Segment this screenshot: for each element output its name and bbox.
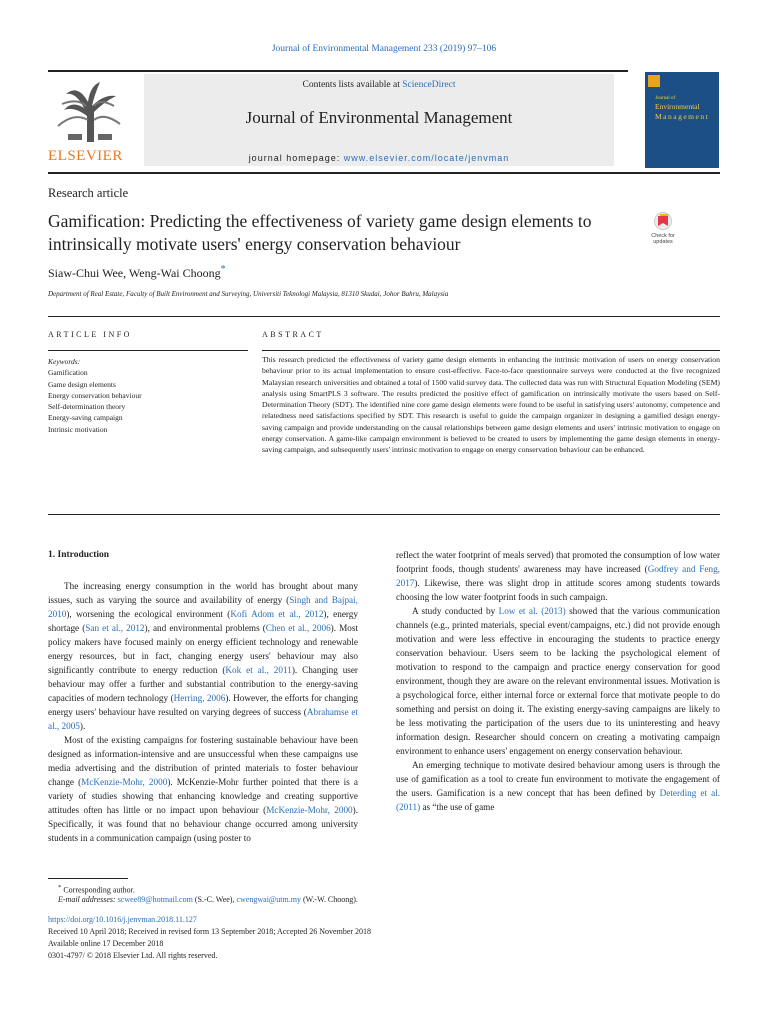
citation-link[interactable]: Low et al. (2013) bbox=[498, 606, 566, 616]
abstract-text: This research predicted the effectiveness of variety game design elements in enhancing the intrinsic motivation of users on energy conservation behaviour prior to its actual implementation to ensure cost-effective. Face-to-face questionnaire surveys were conducted at the five recognized Malaysian research universities and obtained a total of 1500 valid survey data. The collected data was run with Structural Equation Modeling (SEM) analysis using SmartPLS 3 software. The results predicted the positive effect of gamification on intrinsically motivate the users based on Self-Determination Theory (SDT). The identified nine core game design elements were found to be useful in satisfying users' autonomy, competence and relatedness need satisfactions specified by SDT. This research is useful to guide the campaign organizer in designing a gamified design energy-saving campaign and provide understanding on the causal relationships between game design elements and users' intrinsic motivation to engage on energy conservation. A game-like campaign environment is believed to be created to users by implementing the game design elements in energy-saving campaign, and subsequently users' intrinsic motivation to engage on energy conservation behaviour can be enhanced. bbox=[262, 355, 720, 455]
footnote-mark: * bbox=[58, 884, 62, 891]
keyword-item: Energy conservation behaviour bbox=[48, 390, 142, 400]
author-list bbox=[48, 264, 226, 281]
footnote-rule bbox=[48, 878, 128, 879]
intro-paragraph-1 bbox=[48, 579, 358, 733]
info-top-rule bbox=[48, 316, 720, 317]
citation-link[interactable]: McKenzie-Mohr, 2000 bbox=[81, 777, 168, 787]
body-column-left bbox=[48, 548, 358, 845]
email-owner-2: (W.-W. Choong). bbox=[300, 895, 358, 904]
citation-link[interactable]: Kofi Adom et al., 2012 bbox=[230, 609, 324, 619]
text-run: ). Likewise, there was slight drop in attitude scores among students towards choosing the low water footprint foods in such campaign. bbox=[396, 578, 720, 602]
abstract-heading: ABSTRACT bbox=[262, 330, 324, 339]
email-owner-1: (S.-C. Wee), bbox=[192, 895, 237, 904]
abstract-rule bbox=[262, 350, 720, 351]
citation-link[interactable]: Singh and Bajpai, 2010 bbox=[48, 595, 358, 619]
text-run: as “the use of game bbox=[420, 802, 495, 812]
article-type: Research article bbox=[48, 186, 129, 200]
text-run: ). However, the efforts for changing energy users' behaviour have resulted on varying degrees of success ( bbox=[48, 693, 358, 717]
text-run: ). Changing user behaviour may offer a further and substantial contribution to the energy-saving capacities of modern technology ( bbox=[48, 665, 358, 703]
keyword-item: Intrinsic motivation bbox=[48, 424, 108, 434]
citation-link[interactable]: San et al., 2012 bbox=[85, 623, 145, 633]
journal-homepage bbox=[144, 153, 614, 163]
badge-text-1: Check for bbox=[651, 233, 675, 239]
journal-header-box bbox=[144, 74, 614, 166]
article-title: Gamification: Predicting the effectiveness of variety game design elements to intrinsically motivate users' energy conservation behaviour bbox=[48, 211, 592, 254]
keywords-label: Keywords: bbox=[48, 357, 81, 366]
homepage-link[interactable]: www.elsevier.com/locate/jenvman bbox=[343, 153, 510, 163]
text-run: Most of the existing campaigns for fostering sustainable behaviour have been designed as information-intensive and are unsuccessful when these campaigns use media advertising and the distribution of printed materials to foster behaviour change ( bbox=[48, 735, 358, 787]
text-run: ), worsening the ecological environment ( bbox=[66, 609, 231, 619]
intro-paragraph-5 bbox=[396, 758, 720, 814]
available-online-date: Available online 17 December 2018 bbox=[48, 939, 164, 948]
citation-link[interactable]: Abrahamse et al., 2005 bbox=[48, 707, 359, 731]
article-info-heading: ARTICLE INFO bbox=[48, 330, 132, 339]
masthead bbox=[48, 72, 628, 170]
keyword-item: Game design elements bbox=[48, 379, 116, 389]
email-label: E-mail addresses: bbox=[58, 895, 118, 904]
keyword-item: Self-determination theory bbox=[48, 402, 126, 412]
citation-link[interactable]: Kok et al., 2011 bbox=[225, 665, 292, 675]
sciencedirect-link[interactable]: ScienceDirect bbox=[402, 80, 456, 90]
citation-link[interactable]: Godfrey and Feng, 2017 bbox=[396, 564, 720, 588]
text-run: ). Specifically, it was found that no behaviour change occurred among university students in a communication campaign (using poster to bbox=[48, 805, 358, 843]
keyword-item: Energy-saving campaign bbox=[48, 413, 123, 423]
text-run: The increasing energy consumption in the world has brought about many issues, such as varying the source and availability of energy ( bbox=[48, 581, 358, 605]
text-run: An emerging technique to motivate desired behaviour among users is through the use of gamification as a tool to create fun environment to motivate the engagement of the users. Gamification is a new concept that has been defined by bbox=[396, 760, 720, 798]
keyword-item: Gamification bbox=[48, 368, 88, 378]
journal-cover-thumbnail[interactable] bbox=[645, 72, 719, 168]
elsevier-logo[interactable] bbox=[48, 72, 130, 166]
check-for-updates-badge[interactable] bbox=[646, 212, 680, 250]
corresponding-label: Corresponding author. bbox=[61, 885, 135, 895]
contents-line bbox=[144, 80, 614, 90]
text-run: showed that the various communication channels (e.g., printed materials, special event/campaigns, etc.) did not provide enough motivation and were less effective in encouraging the students to practice energy conservation behaviour. Users seem to be lacking the psychological element of motivation to respond to the campaign and practice energy conservation for good environment, though they are aware on the relevant environmental issues. Motivation is a psychological force, either internal force or external force that motivate people to do something and persist on doing it. The existing energy-saving campaigns are likely to be less motivating the participation of the users due to its uninteresting and heavy information design. Researcher should concern on creating a motivating campaign environment to enhance users' engagement on energy conservation behaviour. bbox=[396, 606, 720, 756]
abstract-bottom-rule bbox=[48, 514, 720, 515]
email-line bbox=[58, 894, 730, 905]
citation-link[interactable]: McKenzie-Mohr, 2000 bbox=[266, 805, 353, 815]
body-column-right bbox=[396, 548, 720, 814]
cover-elsevier-icon bbox=[648, 75, 660, 87]
affiliation: Department of Real Estate, Faculty of Built Environment and Surveying, Universiti Teknologi Malaysia, 81310 Skudai, Johor Bahru, Malaysia bbox=[48, 290, 449, 298]
cover-text-3: Management bbox=[655, 112, 710, 121]
journal-citation-link[interactable]: Journal of Environmental Management 233 (2019) 97–106 bbox=[271, 44, 497, 54]
text-run: ). McKenzie-Mohr further pointed that there is a variety of studies showing that enhancing knowledge and creating supportive attitudes often has little or no impact upon behaviour ( bbox=[48, 777, 358, 815]
email-link-2[interactable]: cwengwai@utm.my bbox=[236, 895, 301, 904]
citation-link[interactable]: Chen et al., 2006 bbox=[265, 623, 331, 633]
text-run: ), and environmental problems ( bbox=[144, 623, 266, 633]
homepage-prefix: journal homepage: bbox=[248, 153, 344, 163]
contents-prefix: Contents lists available at bbox=[302, 80, 403, 90]
doi-link[interactable]: https://doi.org/10.1016/j.jenvman.2018.11.127 bbox=[48, 915, 197, 924]
email-link-1[interactable]: scwee89@hotmail.com bbox=[117, 895, 193, 904]
intro-paragraph-3 bbox=[396, 548, 720, 604]
masthead-bottom-rule bbox=[48, 172, 720, 174]
citation-link[interactable]: Deterding et al. (2011) bbox=[396, 788, 720, 812]
received-dates: Received 10 April 2018; Received in revised form 13 September 2018; Accepted 26 November 2018 bbox=[48, 927, 372, 936]
copyright-line: 0301-4797/ © 2018 Elsevier Ltd. All rights reserved. bbox=[48, 951, 218, 960]
text-run: reflect the water footprint of meals served) that promoted the consumption of low water footprint foods, though students' awareness may have increased ( bbox=[396, 550, 720, 574]
text-run: ). bbox=[79, 721, 86, 731]
elsevier-tree-icon bbox=[54, 76, 124, 144]
keywords-block bbox=[48, 356, 248, 435]
author-names: Siaw-Chui Wee, Weng-Wai Choong bbox=[48, 266, 221, 280]
citation-link[interactable]: Herring, 2006 bbox=[173, 693, 226, 703]
intro-paragraph-4 bbox=[396, 604, 720, 758]
cover-text-2: Environmental bbox=[655, 102, 700, 111]
introduction-heading: 1. Introduction bbox=[48, 550, 110, 560]
badge-text bbox=[646, 233, 680, 245]
corresponding-author-mark[interactable]: * bbox=[220, 264, 226, 275]
badge-text-2: updates bbox=[653, 239, 673, 245]
text-run: A study conducted by bbox=[412, 606, 499, 616]
elsevier-wordmark: ELSEVIER bbox=[48, 148, 123, 164]
text-run: ), energy shortage ( bbox=[48, 609, 358, 633]
text-run: ). Most policy makers have focused mainly on energy efficient technology and renewable energy resources, but in fact, changing energy users' behaviour may also significantly contribute to energy reduction ( bbox=[48, 623, 358, 675]
article-info-rule bbox=[48, 350, 248, 351]
journal-name: Journal of Environmental Management bbox=[245, 108, 513, 127]
intro-paragraph-2 bbox=[48, 733, 358, 845]
cover-text-1: Journal of bbox=[655, 96, 676, 101]
